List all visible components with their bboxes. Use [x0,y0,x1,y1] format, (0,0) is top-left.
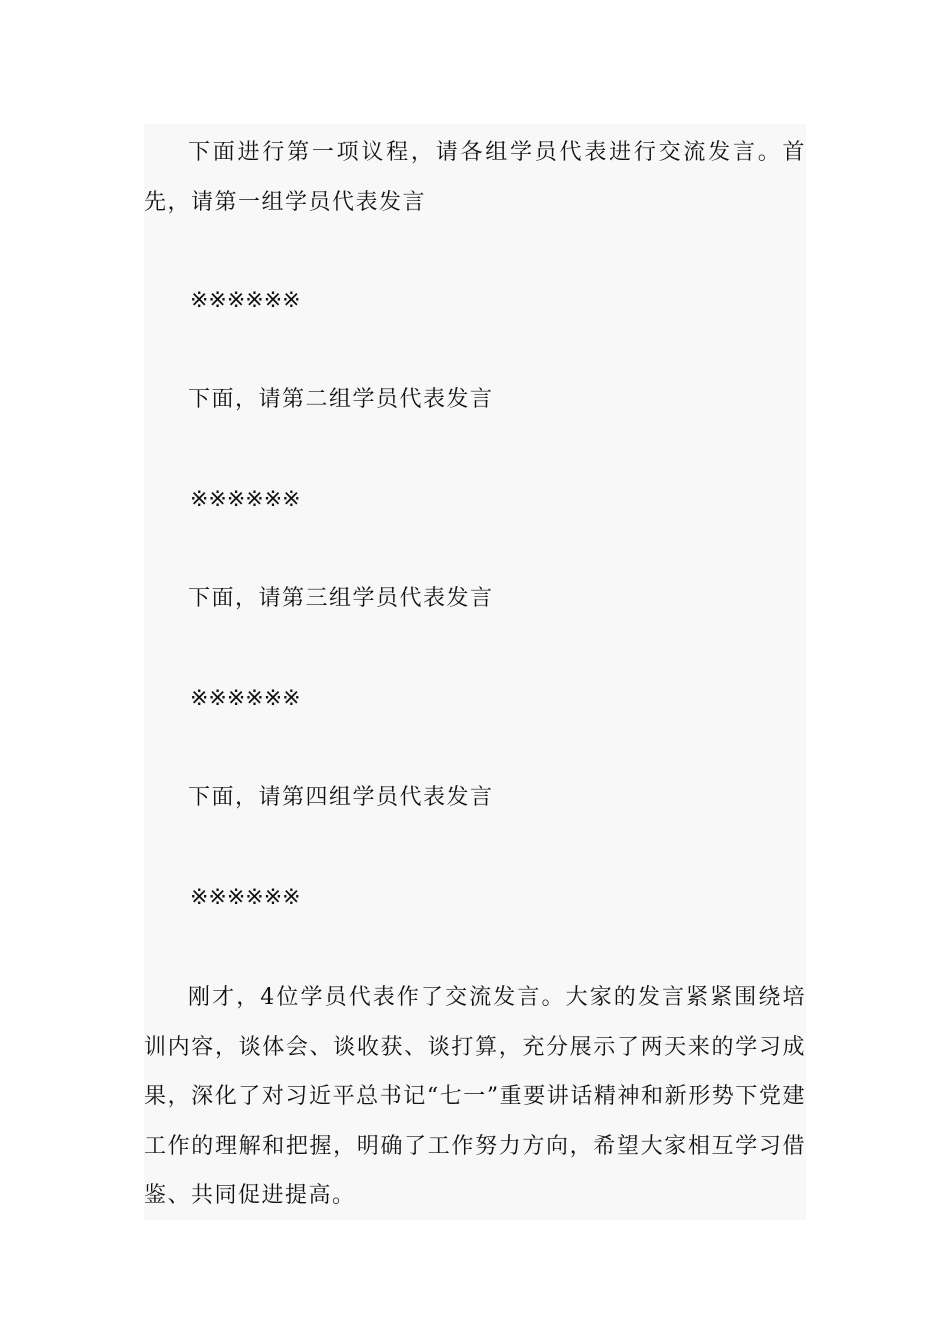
paragraph-agenda-intro: 下面进行第一项议程，请各组学员代表进行交流发言。首先，请第一组学员代表发言 [144,140,806,215]
separator-marks: ※※※※※※ [190,885,301,910]
separator-marks: ※※※※※※ [190,487,301,512]
paragraph-summary: 刚才，4位学员代表作了交流发言。大家的发言紧紧围绕培训内容，谈体会、谈收获、谈打算，充分展示了两天来的学习成果，深化了对习近平总书记“七一”重要讲话精神和新形势下党建工作的理解和把握，明确了工作努力方向，希望大家相互学习借鉴、共同促进提高。 [144,985,806,1208]
document-body [144,124,806,1220]
separator-marks: ※※※※※※ [190,686,301,711]
separator-marks: ※※※※※※ [190,288,301,313]
paragraph-group-four: 下面，请第四组学员代表发言 [188,785,494,810]
paragraph-group-three: 下面，请第三组学员代表发言 [188,586,494,611]
paragraph-group-two: 下面，请第二组学员代表发言 [188,387,494,412]
